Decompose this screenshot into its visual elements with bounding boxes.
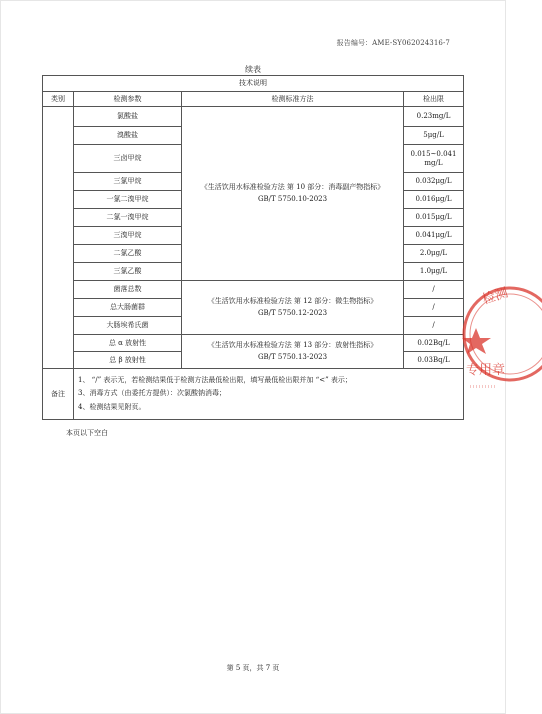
note-line: 3、消毒方式（由委托方提供）：次氯酸钠消毒； bbox=[78, 389, 226, 398]
limit-cell: 0.041μg/L bbox=[404, 227, 464, 245]
limit-cell: 1.0μg/L bbox=[404, 263, 464, 281]
method-cell bbox=[182, 335, 404, 369]
limit-cell: 5μg/L bbox=[404, 127, 464, 145]
table-row bbox=[43, 335, 464, 352]
notes-row bbox=[43, 369, 464, 420]
note-line: 4、检测结果见附页。 bbox=[78, 402, 146, 411]
continued-label: 续表 bbox=[245, 65, 261, 74]
method-cell bbox=[182, 107, 404, 281]
limit-cell: / bbox=[404, 299, 464, 317]
svg-text:专用章: 专用章 bbox=[466, 363, 506, 378]
table-header-row bbox=[43, 92, 464, 107]
limit-cell: 0.23mg/L bbox=[404, 107, 464, 127]
param-cell: 三氯乙酸 bbox=[74, 263, 182, 281]
method-name: 《生活饮用水标准检验方法 第 13 部分：放射性指标》 bbox=[207, 341, 378, 350]
limit-cell: 0.02Bq/L bbox=[404, 335, 464, 352]
notes-label: 备注 bbox=[43, 369, 74, 420]
table-title-row bbox=[43, 76, 464, 92]
method-code: GB/T 5750.12-2023 bbox=[257, 308, 328, 317]
param-cell: 大肠埃希氏菌 bbox=[74, 317, 182, 335]
table-row bbox=[43, 107, 464, 127]
report-number: 报告编号：AME-SY062024316-7 bbox=[336, 39, 450, 47]
param-cell: 三氯甲烷 bbox=[74, 173, 182, 191]
note-line: 1、 “/” 表示无，若检测结果低于检测方法最低检出限，填写最低检出限并加 “<” 表示； bbox=[78, 375, 352, 384]
blank-below-note: 本页以下空白 bbox=[66, 429, 108, 437]
column-header: 类别 bbox=[43, 92, 74, 107]
method-cell bbox=[182, 281, 404, 335]
param-cell: 氯酸盐 bbox=[74, 107, 182, 127]
column-header: 检测参数 bbox=[74, 92, 182, 107]
param-cell: 总 α 放射性 bbox=[74, 335, 182, 352]
param-cell: 总 β 放射性 bbox=[74, 352, 182, 369]
page-number: 第 5 页，共 7 页 bbox=[226, 664, 280, 672]
param-cell: 三溴甲烷 bbox=[74, 227, 182, 245]
param-cell: 三卤甲烷 bbox=[74, 145, 182, 173]
category-cell bbox=[43, 107, 74, 369]
svg-text:检测: 检测 bbox=[480, 285, 510, 308]
method-name: 《生活饮用水标准检验方法 第 12 部分：微生物指标》 bbox=[207, 297, 378, 306]
method-code: GB/T 5750.13-2023 bbox=[257, 352, 328, 361]
inspection-seal-stamp bbox=[456, 276, 542, 394]
notes-cell bbox=[74, 369, 464, 420]
technical-notes-table bbox=[42, 75, 464, 420]
limit-cell: 0.016μg/L bbox=[404, 191, 464, 209]
section-title: 技术说明 bbox=[43, 76, 464, 92]
param-cell: 一氯二溴甲烷 bbox=[74, 191, 182, 209]
svg-text:ı ı ı ı ı ı ı ı ı: ı ı ı ı ı ı ı ı ı bbox=[470, 384, 496, 390]
limit-cell: 0.015μg/L bbox=[404, 209, 464, 227]
param-cell: 菌落总数 bbox=[74, 281, 182, 299]
param-cell: 总大肠菌群 bbox=[74, 299, 182, 317]
column-header: 检出限 bbox=[404, 92, 464, 107]
table-row bbox=[43, 281, 464, 299]
limit-cell: 0.015~0.041 mg/L bbox=[404, 145, 464, 173]
limit-cell: / bbox=[404, 317, 464, 335]
method-name: 《生活饮用水标准检验方法 第 10 部分：消毒副产物指标》 bbox=[200, 183, 385, 192]
limit-cell: / bbox=[404, 281, 464, 299]
column-header: 检测标准方法 bbox=[182, 92, 404, 107]
limit-cell: 0.032μg/L bbox=[404, 173, 464, 191]
method-code: GB/T 5750.10-2023 bbox=[257, 194, 328, 203]
param-cell: 二氯一溴甲烷 bbox=[74, 209, 182, 227]
param-cell: 溴酸盐 bbox=[74, 127, 182, 145]
param-cell: 二氯乙酸 bbox=[74, 245, 182, 263]
limit-cell: 0.03Bq/L bbox=[404, 352, 464, 369]
limit-cell: 2.0μg/L bbox=[404, 245, 464, 263]
